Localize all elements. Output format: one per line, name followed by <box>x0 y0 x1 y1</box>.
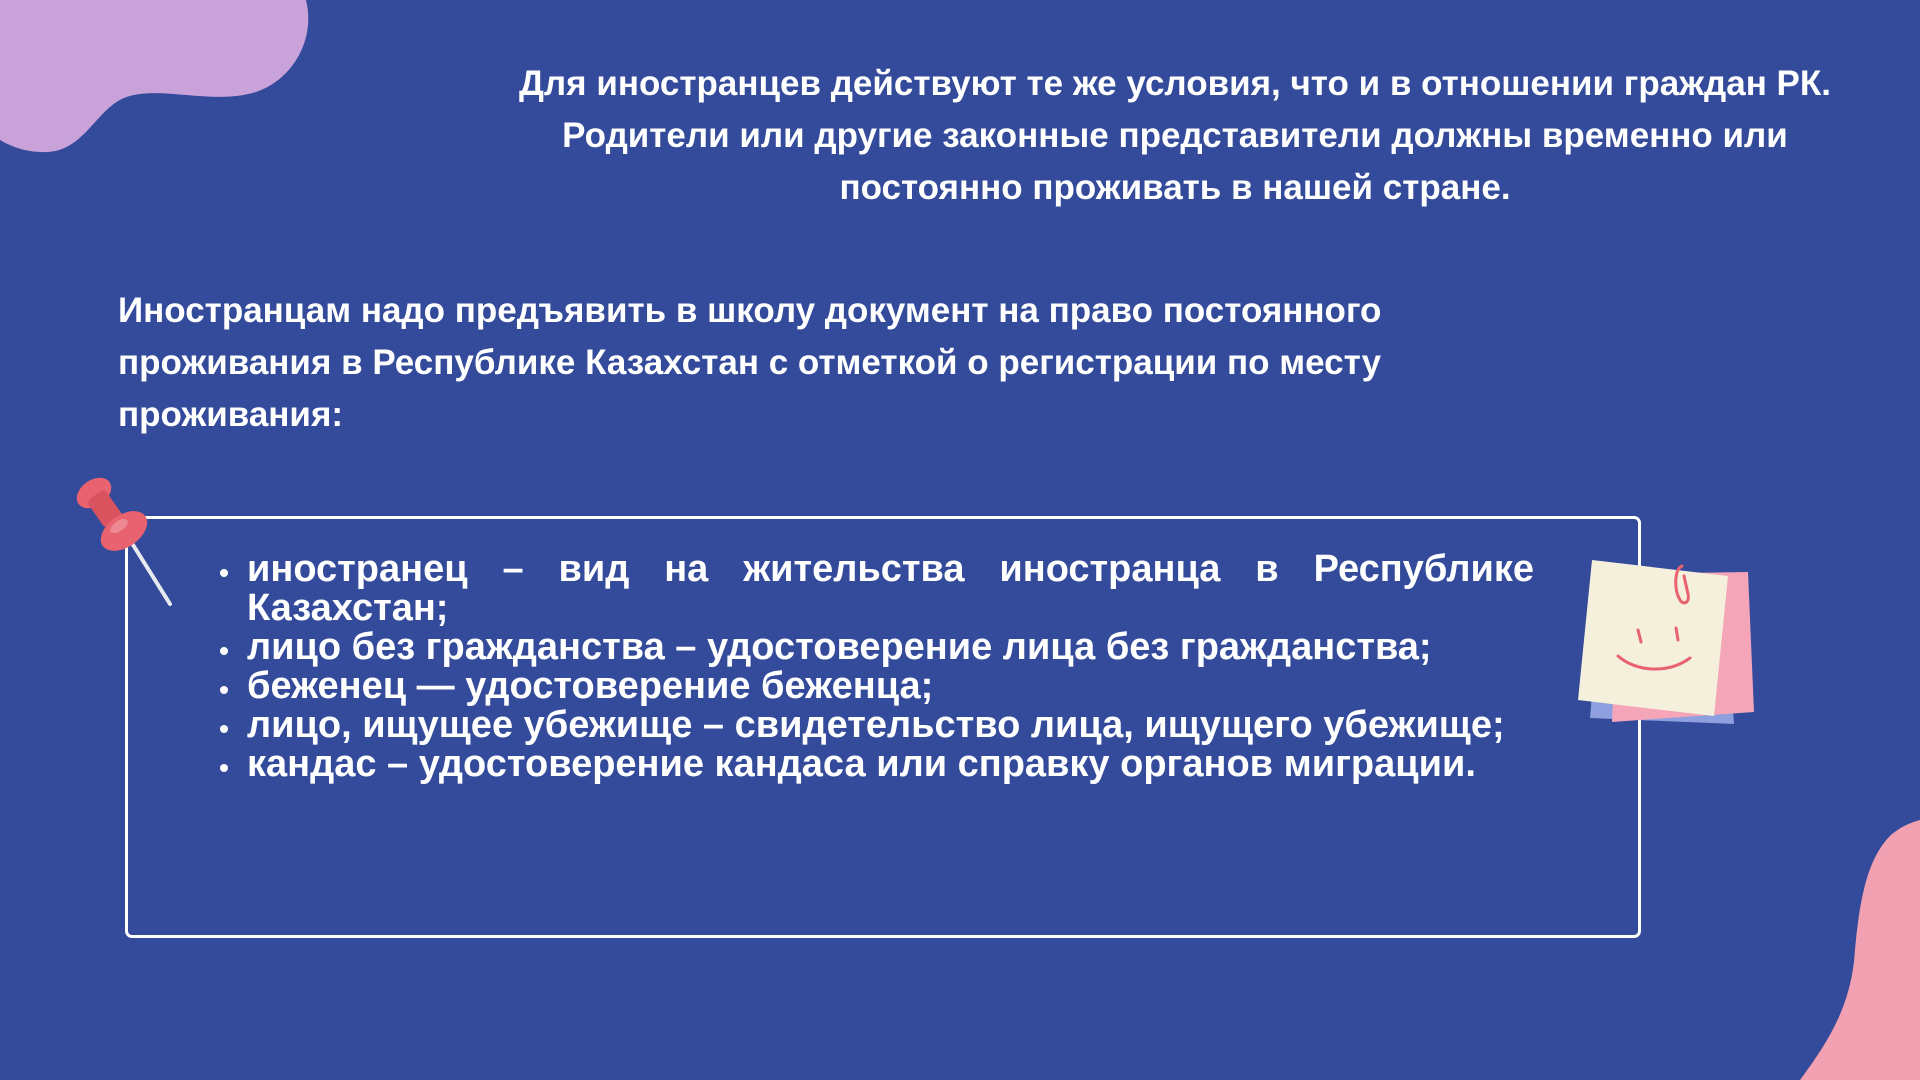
sticky-notes-icon <box>1578 560 1758 730</box>
decorative-blob-top-left <box>0 0 320 160</box>
list-item: • лицо, ищущее убежище – свидетельство лица, ищущего убежище; <box>243 706 1534 745</box>
intro-paragraph: Иностранцам надо предъявить в школу документ на право постоянного проживания в Республике Казахстан с отметкой о регистрации по месту проживания: <box>118 291 1382 434</box>
decorative-blob-bottom-right <box>1800 820 1920 1080</box>
document-list <box>208 550 1534 784</box>
list-item: • лицо без гражданства – удостоверение лица без гражданства; <box>243 628 1534 667</box>
list-item: • иностранец – вид на жительства иностранца в Республике Казахстан; <box>243 550 1534 628</box>
top-paragraph: Для иностранцев действуют те же условия, что и в отношении граждан РК. Родители или другие законные представители должны временно или постоянно проживать в нашей стране. <box>519 64 1831 207</box>
pushpin-icon <box>72 474 178 610</box>
list-item: • кандас – удостоверение кандаса или справку органов миграции. <box>243 745 1534 784</box>
list-item: • беженец — удостоверение беженца; <box>243 667 1534 706</box>
